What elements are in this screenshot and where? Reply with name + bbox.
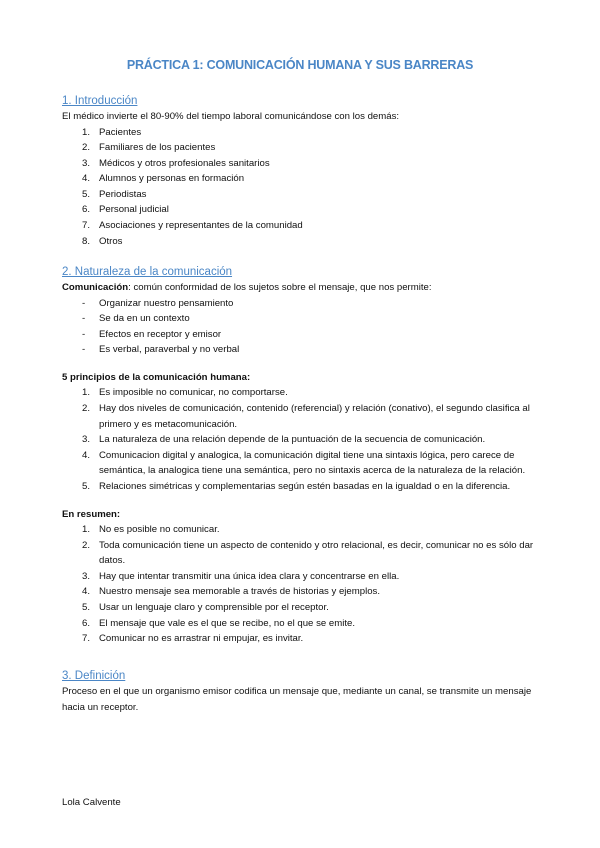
list-number: 5. (82, 188, 91, 200)
list-number: 6. (82, 617, 91, 629)
list-item-text: datos. (99, 555, 126, 567)
list-item (62, 385, 562, 401)
list-item-text: Organizar nuestro pensamiento (99, 297, 234, 309)
list-item-text: primero y es metacomunicación. (99, 418, 238, 430)
naturaleza-definition (62, 280, 562, 296)
list-item (62, 631, 562, 647)
list-item-text: Es verbal, paraverbal y no verbal (99, 344, 240, 356)
list-item (62, 311, 562, 327)
list-number: 7. (82, 220, 91, 232)
list-item-text: Personal judicial (99, 204, 169, 216)
section-heading: 2. Naturaleza de la comunicación (62, 266, 233, 278)
principios-title: 5 principios de la comunicación humana: (62, 371, 251, 383)
naturaleza-list (62, 296, 562, 358)
list-item-text: Se da en un contexto (99, 313, 190, 325)
dash-bullet: - (82, 328, 86, 340)
list-number: 7. (82, 633, 91, 645)
list-item-text: Usar un lenguaje claro y comprensible por el receptor. (99, 602, 329, 613)
section-heading: 3. Definición (62, 670, 126, 682)
list-item-text: El mensaje que vale es el que se recibe, no el que se emite. (99, 617, 355, 629)
list-item-text: Toda comunicación tiene un aspecto de contenido y otro relacional, es decir, comunicar no es sólo dar (99, 539, 534, 551)
list-item-text: Periodistas (99, 188, 147, 200)
intro-text: El médico invierte el 80-90% del tiempo laboral comunicándose con los demás: (62, 111, 400, 122)
resumen-list (62, 522, 562, 647)
list-item (62, 156, 562, 172)
list-number: 2. (82, 142, 91, 154)
list-number: 5. (82, 480, 91, 492)
list-item-text: Hay que intentar transmitir una única idea clara y concentrarse en ella. (99, 570, 400, 582)
list-number: 1. (82, 126, 91, 138)
list-item-text: Alumnos y personas en formación (99, 173, 245, 185)
definition-text: : común conformidad de los sujetos sobre el mensaje, que nos permite: (128, 282, 432, 293)
list-item (62, 600, 562, 616)
page-title: PRÁCTICA 1: COMUNICACIÓN HUMANA Y SUS BARRERAS (126, 58, 474, 72)
list-number: 1. (82, 524, 91, 536)
list-item (62, 234, 562, 250)
list-number: 4. (82, 173, 91, 185)
list-item-text: Pacientes (99, 126, 142, 138)
dash-bullet: - (82, 313, 86, 325)
list-item (62, 187, 562, 203)
list-item (62, 522, 562, 538)
list-item-text: Otros (99, 235, 123, 247)
list-item (62, 479, 562, 495)
list-item (62, 171, 562, 187)
list-item-text: No es posible no comunicar. (99, 524, 220, 536)
list-number: 4. (82, 449, 91, 461)
principios-list (62, 385, 562, 494)
section-definicion (62, 668, 562, 715)
definicion-line: Proceso en el que un organismo emisor codifica un mensaje que, mediante un canal, se transmite un mensaje (62, 686, 532, 697)
list-item-text: Médicos y otros profesionales sanitarios (99, 157, 270, 169)
section-introduccion (62, 93, 562, 249)
list-item (62, 538, 562, 569)
list-item (62, 218, 562, 234)
list-item-text: Hay dos niveles de comunicación, contenido (referencial) y relación (conativo), el segundo clasifica al (99, 402, 530, 414)
list-item-text: Comunicar no es arrastrar ni empujar, es invitar. (99, 633, 304, 645)
term: Comunicación (62, 282, 129, 293)
list-number: 3. (82, 570, 91, 582)
list-item (62, 448, 562, 479)
intro-list (62, 125, 562, 250)
list-number: 3. (82, 157, 91, 169)
list-item-text: Es imposible no comunicar, no comportarse. (99, 387, 288, 399)
list-item (62, 140, 562, 156)
dash-bullet: - (82, 297, 86, 309)
list-item (62, 125, 562, 141)
list-item (62, 202, 562, 218)
list-item-text: Efectos en receptor y emisor (99, 328, 222, 340)
list-item (62, 584, 562, 600)
resumen-title: En resumen: (62, 508, 121, 520)
section-heading: 1. Introducción (62, 95, 138, 107)
list-item-text: Asociaciones y representantes de la comunidad (99, 220, 303, 232)
list-item-text: La naturaleza de una relación depende de la puntuación de la secuencia de comunicación. (99, 434, 486, 446)
list-number: 8. (82, 235, 91, 247)
list-item (62, 296, 562, 312)
list-item-text: Familiares de los pacientes (99, 142, 216, 154)
list-item (62, 401, 562, 432)
definicion-text (62, 684, 562, 715)
list-number: 5. (82, 602, 91, 613)
list-number: 3. (82, 434, 91, 446)
list-item (62, 569, 562, 585)
list-item (62, 432, 562, 448)
list-item (62, 616, 562, 632)
list-number: 2. (82, 402, 91, 414)
dash-bullet: - (82, 344, 86, 356)
footer-author: Lola Calvente (62, 797, 121, 808)
list-number: 1. (82, 387, 91, 399)
list-item (62, 342, 562, 358)
list-item-text: semántica, la analogica tiene una semántica, pero no sintaxis acerca de la naturaleza de la relación. (99, 465, 526, 477)
definicion-line: hacia un receptor. (62, 701, 139, 713)
list-item-text: Relaciones simétricas y complementarias según estén basadas en la igualdad o en la diferencia. (99, 480, 511, 492)
list-number: 2. (82, 539, 91, 551)
list-number: 4. (82, 586, 91, 598)
section-naturaleza (62, 264, 562, 647)
list-item (62, 327, 562, 343)
list-item-text: Comunicacion digital y analogica, la comunicación digital tiene una sintaxis lógica, pero carece de (99, 449, 515, 461)
list-number: 6. (82, 204, 91, 216)
list-item-text: Nuestro mensaje sea memorable a través de historias y ejemplos. (99, 586, 381, 598)
